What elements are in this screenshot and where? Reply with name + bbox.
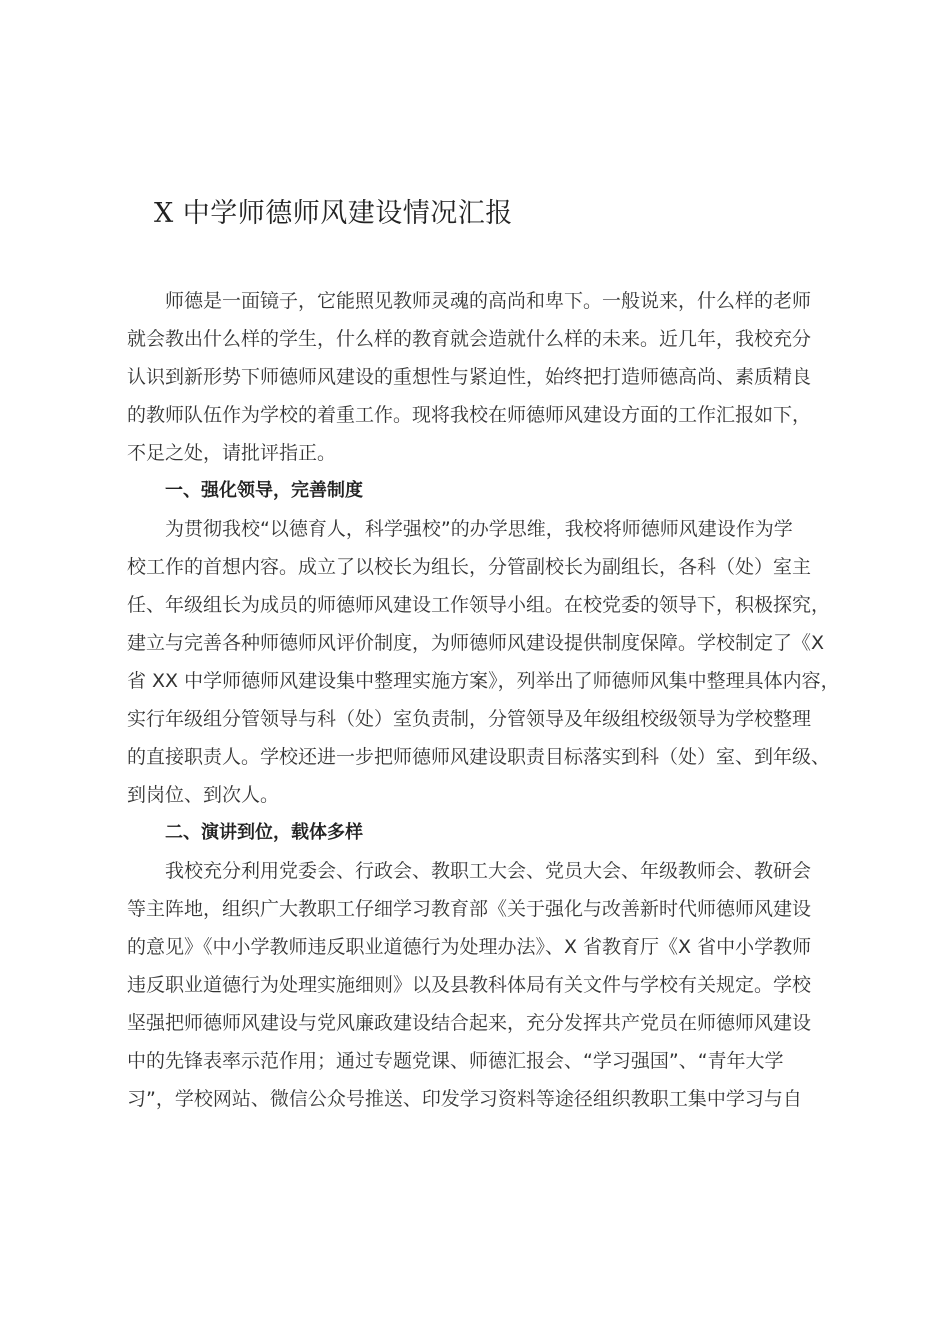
text-line: 为贯彻我校“以德育人，科学强校”的办学思维，我校将师德师风建设作为学: [127, 518, 793, 540]
text-line: 认识到新形势下师德师风建设的重想性与紧迫性，始终把打造师德高尚、素质精良: [127, 366, 812, 388]
document-title: X 中学师德师风建设情况汇报: [154, 198, 513, 229]
text-line: 的直接职责人。学校还进一步把师德师风建设职责目标落实到科（处）室、到年级、: [127, 746, 831, 768]
text-line: 坚强把师德师风建设与党风廉政建设结合起来，充分发挥共产党员在师德师风建设: [127, 1012, 812, 1034]
section-heading: 一、强化领导，完善制度: [165, 480, 363, 501]
text-line: 建立与完善各种师德师风评价制度，为师德师风建设提供制度保障。学校制定了《X: [127, 632, 825, 654]
text-line: 实行年级组分管领导与科（处）室负责制，分管领导及年级组校级领导为学校整理: [127, 708, 812, 730]
text-line: 到岗位、到次人。: [127, 784, 280, 806]
text-line: 校工作的首想内容。成立了以校长为组长，分管副校长为副组长，各科（处）室主: [127, 556, 812, 578]
text-line: 中的先锋表率示范作用；通过专题党课、师德汇报会、“学习强国”、“青年大学: [127, 1050, 784, 1072]
text-line: 任、年级组长为成员的师德师风建设工作领导小组。在校党委的领导下，积极探究，: [127, 594, 831, 616]
section-heading: 二、演讲到位，载体多样: [165, 822, 363, 843]
text-line: 师德是一面镜子，它能照见教师灵魂的高尚和卑下。一般说来，什么样的老师: [127, 290, 812, 312]
text-line: 等主阵地，组织广大教职工仔细学习教育部《关于强化与改善新时代师德师风建设: [127, 898, 812, 920]
text-line: 我校充分利用党委会、行政会、教职工大会、党员大会、年级教师会、教研会: [127, 860, 812, 882]
text-line: 的教师队伍作为学校的着重工作。现将我校在师德师风建设方面的工作汇报如下，: [127, 404, 812, 426]
text-line: 习”，学校网站、微信公众号推送、印发学习资料等途径组织教职工集中学习与自: [127, 1088, 802, 1110]
text-line: 违反职业道德行为处理实施细则》以及县教科体局有关文件与学校有关规定。学校: [127, 974, 812, 996]
text-line: 不足之处，请批评指正。: [127, 442, 337, 464]
text-line: 的意见》《中小学教师违反职业道德行为处理办法》、X 省教育厅《X 省中小学教师: [127, 936, 812, 958]
text-line: 省 XX 中学师德师风建设集中整理实施方案》，列举出了师德师风集中整理具体内容，: [127, 670, 840, 692]
text-line: 就会教出什么样的学生，什么样的教育就会造就什么样的未来。近几年，我校充分: [127, 328, 812, 350]
